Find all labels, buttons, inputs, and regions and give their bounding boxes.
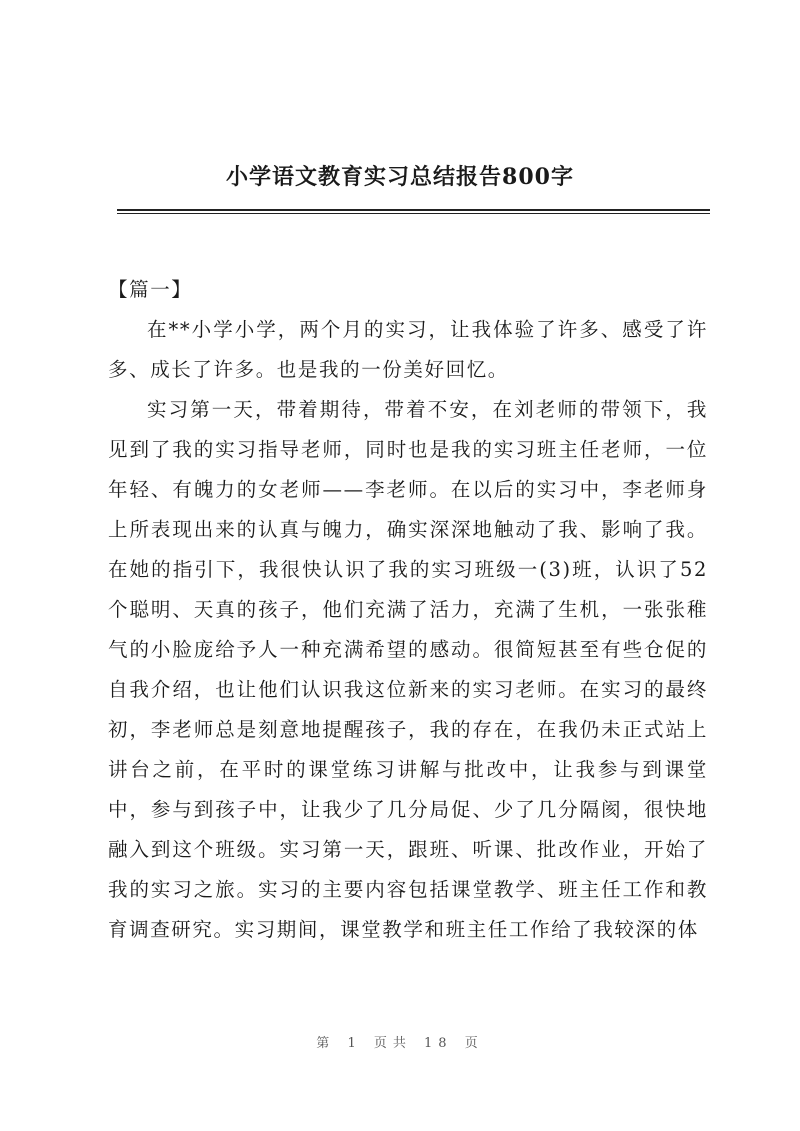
document-title: 小学语文教育实习总结报告800字 [226, 164, 574, 190]
footer-prefix: 第 [316, 1036, 336, 1051]
footer-suffix: 页 [464, 1036, 484, 1051]
title-rule-thick [117, 209, 710, 211]
footer-page-number: 1 [347, 1036, 362, 1051]
paragraph-1: 在**小学小学，两个月的实习，让我体验了许多、感受了许多、成长了许多。也是我的一份美好回忆。 [108, 318, 708, 381]
footer-middle: 页共 [373, 1036, 412, 1051]
footer-total-pages: 18 [424, 1036, 453, 1051]
page-footer [0, 1032, 800, 1051]
paragraph-2: 实习第一天，带着期待，带着不安，在刘老师的带领下，我见到了我的实习指导老师，同时也是我的实习班主任老师，一位年轻、有魄力的女老师——李老师。在以后的实习中，李老师身上所表现出来的认真与魄力，确实深深地触动了我、影响了我。在她的指引下，我很快认识了我的实习班级一(3)班，认识了52个聪明、天真的孩子，他们充满了活力，充满了生机，一张张稚气的小脸庞给予人一种充满希望的感动。很简短甚至有些仓促的自我介绍，也让他们认识我这位新来的实习老师。在实习的最终初，李老师总是刻意地提醒孩子，我的存在，在我仍未正式站上讲台之前，在平时的课堂练习讲解与批改中，让我参与到课堂中，参与到孩子中，让我少了几分局促、少了几分隔阂，很快地融入到这个班级。实习第一天，跟班、听课、批改作业，开始了我的实习之旅。实习的主要内容包括课堂教学、班主任工作和教育调查研究。实习期间，课堂教学和班主任工作给了我较深的体 [108, 398, 708, 941]
title-rule-thin [117, 213, 710, 214]
document-body [108, 270, 708, 950]
section-label: 【篇一】 [108, 278, 193, 301]
